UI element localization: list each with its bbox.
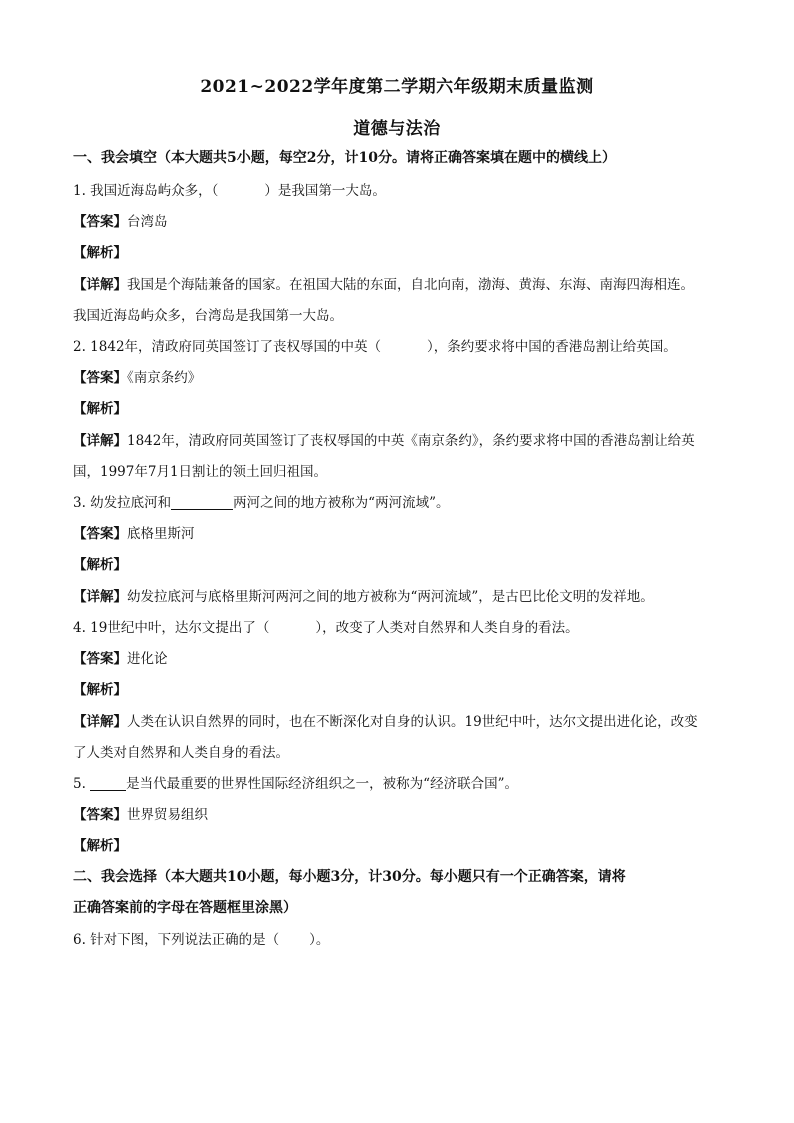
- question-3-stem: 3. 幼发拉底河和: [73, 495, 172, 511]
- question-1-stem: 1. 我国近海岛屿众多，（: [73, 183, 219, 199]
- question-3: [73, 493, 733, 513]
- answer-1-text: 台湾岛: [127, 214, 168, 230]
- analysis-5: [73, 836, 733, 856]
- question-3-stem-end: 两河之间的地方被称为“两河流域”。: [233, 495, 450, 511]
- detail-3-text: 幼发拉底河与底格里斯河两河之间的地方被称为“两河流域”，是古巴比伦文明的发祥地。: [127, 589, 654, 605]
- detail-1-line-2: 我国近海岛屿众多，台湾岛是我国第一大岛。: [73, 308, 343, 324]
- analysis-tag: 【解析】: [73, 401, 127, 417]
- detail-1-text: 我国是个海陆兼备的国家。在祖国大陆的东面，自北向南，渤海、黄海、东海、南海四海相连。: [127, 277, 694, 293]
- answer-2-text: 《南京条约》: [127, 370, 202, 386]
- question-6-stem-end: ）。: [309, 932, 330, 948]
- subject-title: 道德与法治: [353, 119, 441, 139]
- answer-4-text: 进化论: [127, 651, 168, 667]
- question-1: [73, 181, 733, 201]
- detail-tag: 【详解】: [73, 433, 127, 449]
- answer-tag: 【答案】: [73, 807, 127, 823]
- question-2-stem-end: ），条约要求将中国的香港岛割让给英国。: [427, 339, 677, 355]
- analysis-tag: 【解析】: [73, 557, 127, 573]
- question-4-stem-end: ），改变了人类对自然界和人类自身的看法。: [315, 620, 579, 636]
- answer-tag: 【答案】: [73, 214, 127, 230]
- question-6-stem: 6. 针对下图，下列说法正确的是（: [73, 932, 280, 948]
- section-1-heading: 一、我会填空（本大题共5小题，每空2分，计10分。请将正确答案填在题中的横线上）: [73, 150, 616, 166]
- detail-2-text: 1842年，清政府同英国签订了丧权辱国的中英《南京条约》，条约要求将中国的香港岛割让给英: [127, 433, 695, 449]
- exam-title: 2021~2022学年度第二学期六年级期末质量监测: [200, 77, 594, 97]
- question-5: [73, 774, 733, 794]
- question-4: [73, 618, 733, 638]
- question-4-stem: 4. 19世纪中叶，达尔文提出了（: [73, 620, 270, 636]
- answer-5: [73, 805, 733, 825]
- detail-tag: 【详解】: [73, 277, 127, 293]
- detail-2-line-1: [73, 431, 733, 451]
- analysis-3: [73, 555, 733, 575]
- answer-3: [73, 524, 733, 544]
- analysis-2: [73, 399, 733, 419]
- section-2-heading-line-2: 正确答案前的字母在答题框里涂黑）: [73, 900, 297, 916]
- answer-tag: 【答案】: [73, 651, 127, 667]
- question-6: [73, 930, 733, 950]
- answer-tag: 【答案】: [73, 370, 127, 386]
- detail-4-text: 人类在认识自然界的同时，也在不断深化对自身的认识。19世纪中叶，达尔文提出进化论，改变: [127, 714, 698, 730]
- answer-2: [73, 368, 733, 388]
- answer-3-text: 底格里斯河: [127, 526, 195, 542]
- analysis-1: [73, 243, 733, 263]
- detail-4-line-2: 了人类对自然界和人类自身的看法。: [73, 745, 289, 761]
- detail-tag: 【详解】: [73, 714, 127, 730]
- analysis-tag: 【解析】: [73, 682, 127, 698]
- answer-5-text: 世界贸易组织: [127, 807, 208, 823]
- question-1-stem-end: ）是我国第一大岛。: [264, 183, 386, 199]
- answer-blank-line: [171, 495, 233, 510]
- question-2-stem: 2. 1842年，清政府同英国签订了丧权辱国的中英（: [73, 339, 382, 355]
- question-5-stem-end: 是当代最重要的世界性国际经济组织之一，被称为“经济联合国”。: [126, 776, 518, 792]
- analysis-4: [73, 680, 733, 700]
- detail-2-line-2: 国，1997年7月1日割让的领土回归祖国。: [73, 464, 328, 480]
- answer-tag: 【答案】: [73, 526, 127, 542]
- answer-blank-line: [90, 776, 126, 791]
- analysis-tag: 【解析】: [73, 245, 127, 261]
- question-5-stem: 5.: [73, 776, 91, 792]
- detail-3-line-1: [73, 587, 733, 607]
- detail-tag: 【详解】: [73, 589, 127, 605]
- detail-4-line-1: [73, 712, 733, 732]
- analysis-tag: 【解析】: [73, 838, 127, 854]
- question-2: [73, 337, 733, 357]
- section-2-heading-line-1: 二、我会选择（本大题共10小题，每小题3分，计30分。每小题只有一个正确答案，请将: [73, 869, 626, 885]
- detail-1-line-1: [73, 275, 733, 295]
- answer-1: [73, 212, 733, 232]
- answer-4: [73, 649, 733, 669]
